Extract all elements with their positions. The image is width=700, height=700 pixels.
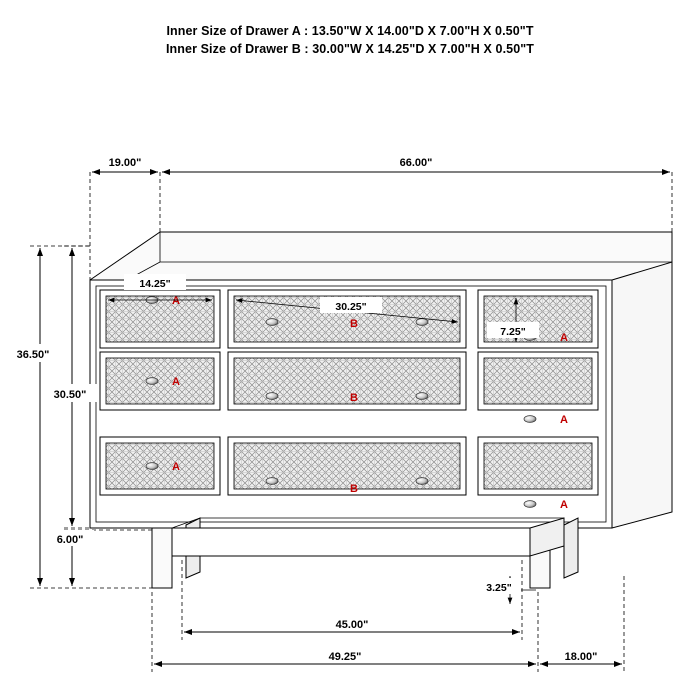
dim-label-total-height: 36.50" (16, 349, 50, 361)
drawer-label-r1-left: A (172, 295, 180, 307)
drawer-knob[interactable] (266, 478, 278, 485)
drawer-knob[interactable] (146, 463, 158, 470)
drawer-knob[interactable] (266, 319, 278, 326)
dim-label-drawer-a-width: 14.25" (139, 278, 171, 290)
drawer-knob[interactable] (146, 378, 158, 385)
dim-label-cabinet-height: 30.50" (53, 389, 87, 401)
dim-label-leg-height: 6.00" (56, 534, 84, 546)
case-right-side (612, 262, 672, 528)
drawer-r3-right-panel (484, 443, 592, 489)
dresser-base-legs (152, 518, 578, 588)
base-rail-front (172, 528, 530, 556)
drawer-label-r2-right: A (560, 414, 568, 426)
drawer-knob[interactable] (524, 501, 536, 508)
dim-label-depth-top: 19.00" (108, 157, 142, 169)
drawer-r2-right-panel (484, 358, 592, 404)
dim-label-base-outer-width: 49.25" (328, 651, 362, 663)
drawer-knob[interactable] (416, 319, 428, 326)
drawer-label-r3-right: A (560, 499, 568, 511)
dim-base-inner-width (182, 560, 522, 640)
drawer-label-r2-left: A (172, 376, 180, 388)
drawer-knob[interactable] (416, 478, 428, 485)
dim-label-drawer-b-width: 30.25" (335, 301, 367, 313)
dim-label-side-depth: 18.00" (564, 651, 598, 663)
drawer-label-r1-center: B (350, 318, 358, 330)
leg-front-left (152, 528, 172, 588)
drawer-label-r3-center: B (350, 483, 358, 495)
dim-leg-height (46, 530, 152, 586)
drawer-label-r1-right: A (560, 332, 568, 344)
drawer-label-r2-center: B (350, 392, 358, 404)
drawer-knob[interactable] (266, 393, 278, 400)
dim-label-base-inner-width: 45.00" (335, 619, 369, 631)
drawer-r1-left-panel (106, 296, 214, 342)
leg-back-right (564, 518, 578, 578)
dim-label-leg-depth: 3.25" (486, 582, 512, 594)
drawer-b-spec: Inner Size of Drawer B : 30.00"W X 14.25"D X 7.00"H X 0.50"T (165, 42, 535, 56)
dim-leg-depth (477, 576, 536, 604)
dim-label-width-top: 66.00" (399, 157, 433, 169)
dim-side-depth (540, 576, 624, 672)
drawer-label-r3-left: A (172, 461, 180, 473)
drawer-knob[interactable] (416, 393, 428, 400)
drawer-a-spec: Inner Size of Drawer A : 13.50"W X 14.00"D X 7.00"H X 0.50"T (166, 24, 534, 38)
dim-label-drawer-height: 7.25" (500, 326, 526, 338)
drawer-r3-left-panel (106, 443, 214, 489)
dim-width-top (162, 157, 672, 234)
drawer-r2-left-panel (106, 358, 214, 404)
drawer-knob[interactable] (524, 416, 536, 423)
